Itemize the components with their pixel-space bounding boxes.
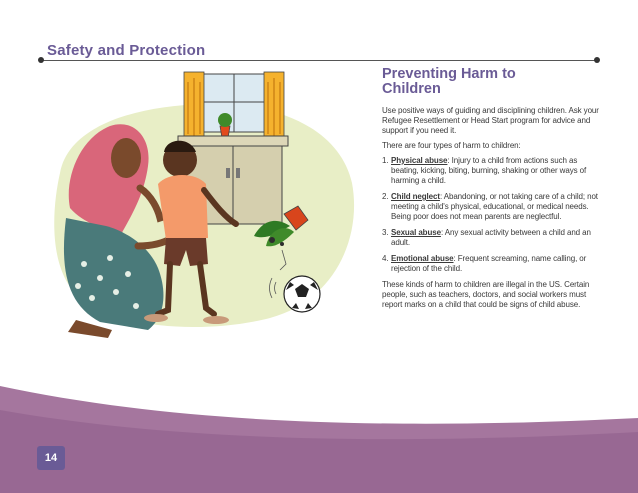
list-item — [382, 192, 602, 222]
mother-child-illustration — [40, 68, 370, 338]
text-column — [370, 67, 602, 315]
harm-term: Emotional abuse — [391, 254, 454, 263]
page-number-badge: 14 — [37, 446, 65, 470]
harm-description: : Frequent screaming, name calling, or rejection of the child. — [391, 254, 587, 273]
intro-paragraph: Use positive ways of guiding and disciplining children. Ask your Refugee Resettlement or Head Start program for advice and support if you need it. — [382, 106, 599, 135]
window-illustration — [184, 72, 284, 138]
header-title: Safety and Protection — [47, 42, 206, 59]
header-rule — [41, 60, 597, 61]
harm-term: Child neglect — [391, 192, 440, 201]
closing-paragraph: These kinds of harm to children are illegal in the US. Certain people, such as teachers, doctors, and social workers must report marks on a child that could be signs of child abuse. — [382, 280, 590, 309]
harm-types-list — [382, 156, 602, 274]
list-item — [382, 228, 602, 248]
list-item — [382, 156, 602, 186]
list-number: 4. — [382, 254, 389, 263]
harm-description: : Injury to a child from actions such as beating, kicking, biting, burning, shaking or other ways of harming a child. — [391, 156, 587, 185]
types-intro: There are four types of harm to children: — [382, 141, 521, 150]
harm-term: Physical abuse — [391, 156, 448, 165]
harm-term: Sexual abuse — [391, 228, 441, 237]
section-title: Preventing Harm to Children — [382, 66, 516, 97]
harm-description: : Abandoning, or not taking care of a child; not meeting a child's physical, educational, or medical needs. Being poor does not mean parents are neglectful. — [391, 192, 598, 221]
list-number: 2. — [382, 192, 389, 201]
list-number: 1. — [382, 156, 389, 165]
rule-right-dot — [594, 57, 600, 63]
list-item — [382, 254, 602, 274]
list-number: 3. — [382, 228, 389, 237]
rule-left-dot — [38, 57, 44, 63]
bottom-wave-band — [0, 380, 638, 493]
harm-description: : Any sexual activity between a child and an adult. — [391, 228, 591, 247]
